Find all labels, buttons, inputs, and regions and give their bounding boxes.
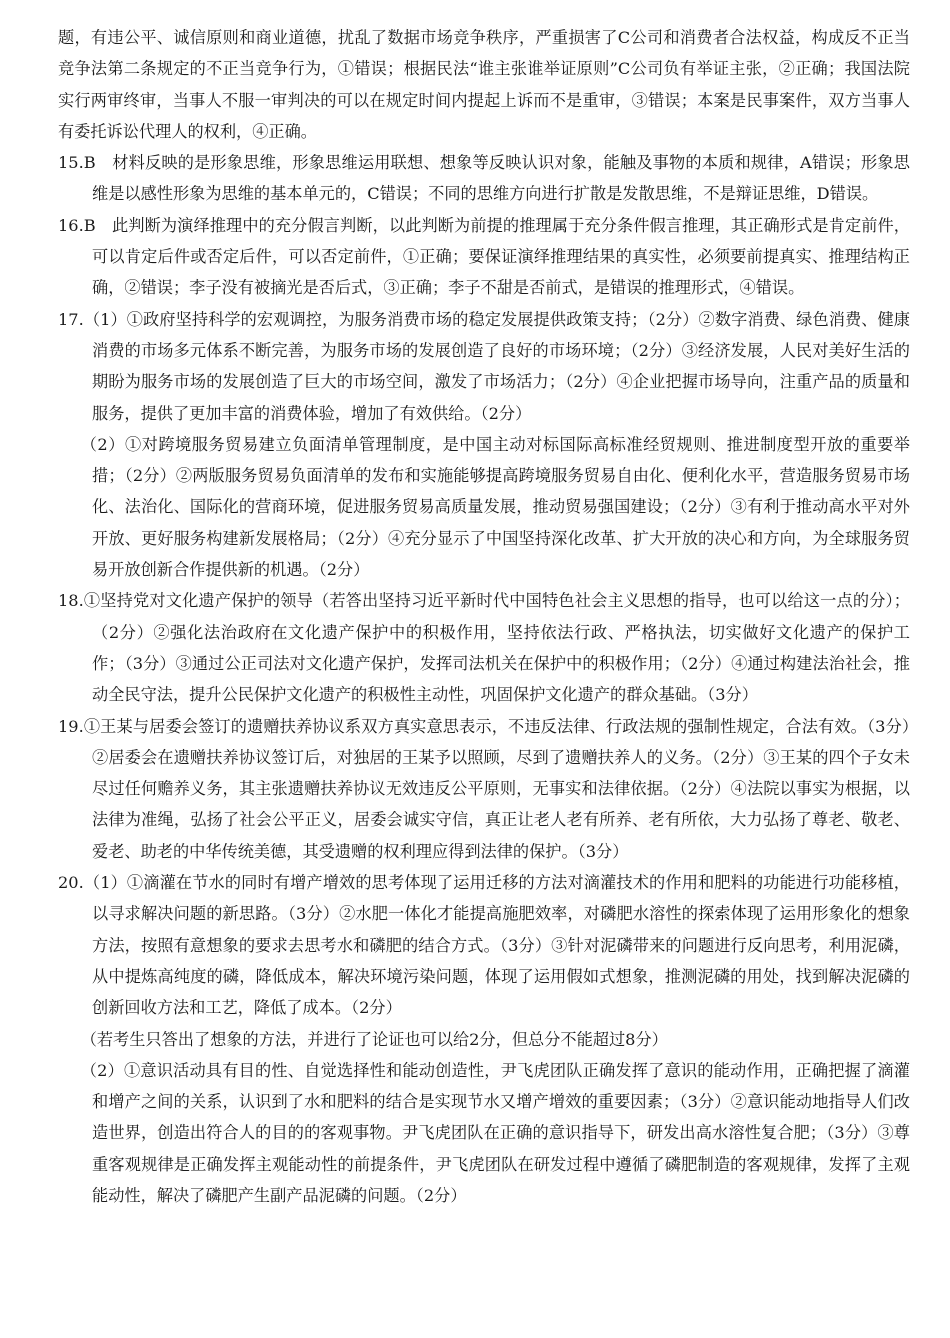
answer-20-part-1: 20.（1）①滴灌在节水的同时有增产增效的思考体现了运用迁移的方法对滴灌技术的作用和肥料的功能进行功能移植，以寻求解决问题的新思路。（3分）②水肥一体化才能提高施肥效率，对磷肥水溶性的探索体现了运用形象化的想象方法，按照有意想象的要求去思考水和磷肥的结合方式。（3分）③针对泥磷带来的问题进行反向思考，利用泥磷，从中提炼高纯度的磷，降低成本，解决环境污染问题，体现了运用假如式想象，推测泥磷的用处，找到解决泥磷的创新回收方法和工艺，降低了成本。（2分） xyxy=(58,873,910,1018)
answer-20-part-2: （2）①意识活动具有目的性、自觉选择性和能动创造性，尹飞虎团队正确发挥了意识的能动作用，正确把握了滴灌和增产之间的关系，认识到了水和肥料的结合是实现节水又增产增效的重要因素；（3分）②意识能动地指导人们改造世界，创造出符合人的目的的客观事物。尹飞虎团队在正确的意识指导下，研发出高水溶性复合肥；（3分）③尊重客观规律是正确发挥主观能动性的前提条件，尹飞虎团队在研发过程中遵循了磷肥制造的客观规律，发挥了主观能动性，解决了磷肥产生副产品泥磷的问题。（2分） xyxy=(80,1060,910,1205)
answer-20-scoring-note: （若考生只答出了想象的方法，并进行了论证也可以给2分，但总分不能超过8分） xyxy=(80,1029,668,1049)
answer-18: 18.①坚持党对文化遗产保护的领导（若答出坚持习近平新时代中国特色社会主义思想的指导，也可以给这一点的分）；（2分）②强化法治政府在文化遗产保护中的积极作用，坚持依法行政、严格执法，切实做好文化遗产的保护工作；（3分）③通过公正司法对文化遗产保护，发挥司法机关在保护中的积极作用；（2分）④通过构建法治社会，推动全民守法，提升公民保护文化遗产的积极性主动性，巩固保护文化遗产的群众基础。（3分） xyxy=(58,591,910,705)
answer-17-part-2: （2）①对跨境服务贸易建立负面清单管理制度，是中国主动对标国际高标准经贸规则、推进制度型开放的重要举措；（2分）②两版服务贸易负面清单的发布和实施能够提高跨境服务贸易自由化、便利化水平，营造服务贸易市场化、法治化、国际化的营商环境，促进服务贸易高质量发展，推动贸易强国建设；（2分）③有利于推动高水平对外开放、更好服务构建新发展格局；（2分）④充分显示了中国坚持深化改革、扩大开放的决心和方向，为全球服务贸易开放创新合作提供新的机遇。（2分） xyxy=(80,434,910,580)
paragraph-14-continued: 题，有违公平、诚信原则和商业道德，扰乱了数据市场竞争秩序，严重损害了C公司和消费者合法权益，构成反不正当竞争法第二条规定的不正当竞争行为，①错误；根据民法“谁主张谁举证原则”C公司负有举证主张，②正确；我国法院实行两审终审，当事人不服一审判决的可以在规定时间内提起上诉而不是重审，③错误；本案是民事案件，双方当事人有委托诉讼代理人的权利，④正确。 xyxy=(58,28,910,141)
answer-19: 19.①王某与居委会签订的遗赠扶养协议系双方真实意思表示，不违反法律、行政法规的强制性规定，合法有效。（3分）②居委会在遗赠扶养协议签订后，对独居的王某予以照顾，尽到了遗赠扶养人的义务。（2分）③王某的四个子女未尽过任何赡养义务，其主张遗赠扶养协议无效违反公平原则，无事实和法律依据。（2分）④法院以事实为根据，以法律为准绳，弘扬了社会公平正义，居委会诚实守信，真正让老人老有所养、老有所依，大力弘扬了尊老、敬老、爱老、助老的中华传统美德，其受遗赠的权利理应得到法律的保护。（3分） xyxy=(58,716,910,861)
answer-17-part-1: 17.（1）①政府坚持科学的宏观调控，为服务消费市场的稳定发展提供政策支持；（2分）②数字消费、绿色消费、健康消费的市场多元体系不断完善，为服务市场的发展创造了良好的市场环境；（2分）③经济发展，人民对美好生活的期盼为服务市场的发展创造了巨大的市场空间，激发了市场活力；（2分）④企业把握市场导向，注重产品的质量和服务，提供了更加丰富的消费体验，增加了有效供给。（2分） xyxy=(58,309,910,423)
answer-16: 16.B 此判断为演绎推理中的充分假言判断，以此判断为前提的推理属于充分条件假言推理，其正确形式是肯定前件，可以肯定后件或否定后件，可以否定前件，①正确；要保证演绎推理结果的真实性，必须要前提真实、推理结构正确，②错误；李子没有被摘光是否后式，③正确；李子不甜是否前式，是错误的推理形式，④错误。 xyxy=(58,215,910,298)
answer-document xyxy=(58,22,910,1211)
answer-15: 15.B 材料反映的是形象思维，形象思维运用联想、想象等反映认识对象，能触及事物的本质和规律，A错误；形象思维是以感性形象为思维的基本单元的，C错误；不同的思维方向进行扩散是发散思维，不是辩证思维，D错误。 xyxy=(58,153,910,204)
